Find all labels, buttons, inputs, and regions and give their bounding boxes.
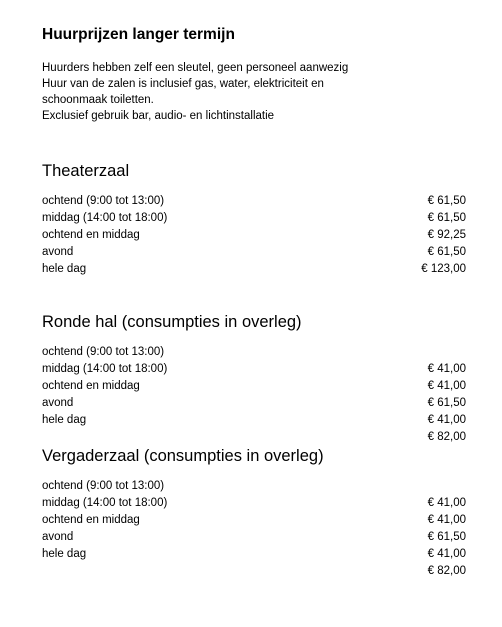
rate-label: middag (14:00 tot 18:00) bbox=[42, 212, 168, 224]
intro-line: schoonmaak toiletten. bbox=[42, 94, 154, 106]
rate-label: ochtend (9:00 tot 13:00) bbox=[42, 195, 165, 207]
rate-price: € 61,50 bbox=[427, 531, 466, 543]
section-title: Ronde hal (consumpties in overleg) bbox=[42, 313, 302, 331]
rate-price: € 61,50 bbox=[427, 397, 466, 409]
rate-label: hele dag bbox=[42, 548, 87, 560]
section-title: Theaterzaal bbox=[42, 162, 130, 180]
rate-label: ochtend en middag bbox=[42, 380, 140, 392]
rate-label: avond bbox=[42, 397, 74, 409]
rate-label: ochtend (9:00 tot 13:00) bbox=[42, 346, 165, 358]
rate-price: € 41,00 bbox=[427, 548, 466, 560]
intro-line: Huurders hebben zelf een sleutel, geen personeel aanwezig bbox=[42, 62, 349, 74]
intro-text bbox=[42, 60, 348, 124]
rate-price: € 92,25 bbox=[427, 229, 466, 241]
rate-price: € 61,50 bbox=[427, 212, 466, 224]
rate-label: ochtend (9:00 tot 13:00) bbox=[42, 480, 165, 492]
rate-price: € 41,00 bbox=[427, 363, 466, 375]
intro-line: Huur van de zalen is inclusief gas, water, elektriciteit en bbox=[42, 78, 324, 90]
rate-label: hele dag bbox=[42, 414, 87, 426]
section-theaterzaal bbox=[42, 160, 466, 275]
rate-label: ochtend en middag bbox=[42, 514, 140, 526]
rate-price: € 41,00 bbox=[427, 497, 466, 509]
rate-price: € 82,00 bbox=[427, 431, 466, 443]
rate-label: middag (14:00 tot 18:00) bbox=[42, 363, 168, 375]
rate-label: avond bbox=[42, 531, 74, 543]
rate-price: € 41,00 bbox=[427, 514, 466, 526]
rate-label: middag (14:00 tot 18:00) bbox=[42, 497, 168, 509]
section-ronde-hal bbox=[42, 311, 466, 443]
rate-price: € 41,00 bbox=[427, 380, 466, 392]
section-vergaderzaal bbox=[42, 445, 466, 577]
rate-price: € 41,00 bbox=[427, 414, 466, 426]
rate-label: ochtend en middag bbox=[42, 229, 140, 241]
rate-price: € 61,50 bbox=[427, 195, 466, 207]
rate-label: avond bbox=[42, 246, 74, 258]
intro-line: Exclusief gebruik bar, audio- en lichtinstallatie bbox=[42, 110, 275, 122]
rate-price: € 61,50 bbox=[427, 246, 466, 258]
rate-label: hele dag bbox=[42, 263, 87, 275]
rate-price: € 82,00 bbox=[427, 565, 466, 577]
section-title: Vergaderzaal (consumpties in overleg) bbox=[42, 447, 324, 465]
rate-price: € 123,00 bbox=[421, 263, 466, 275]
page-title: Huurprijzen langer termijn bbox=[42, 26, 235, 43]
